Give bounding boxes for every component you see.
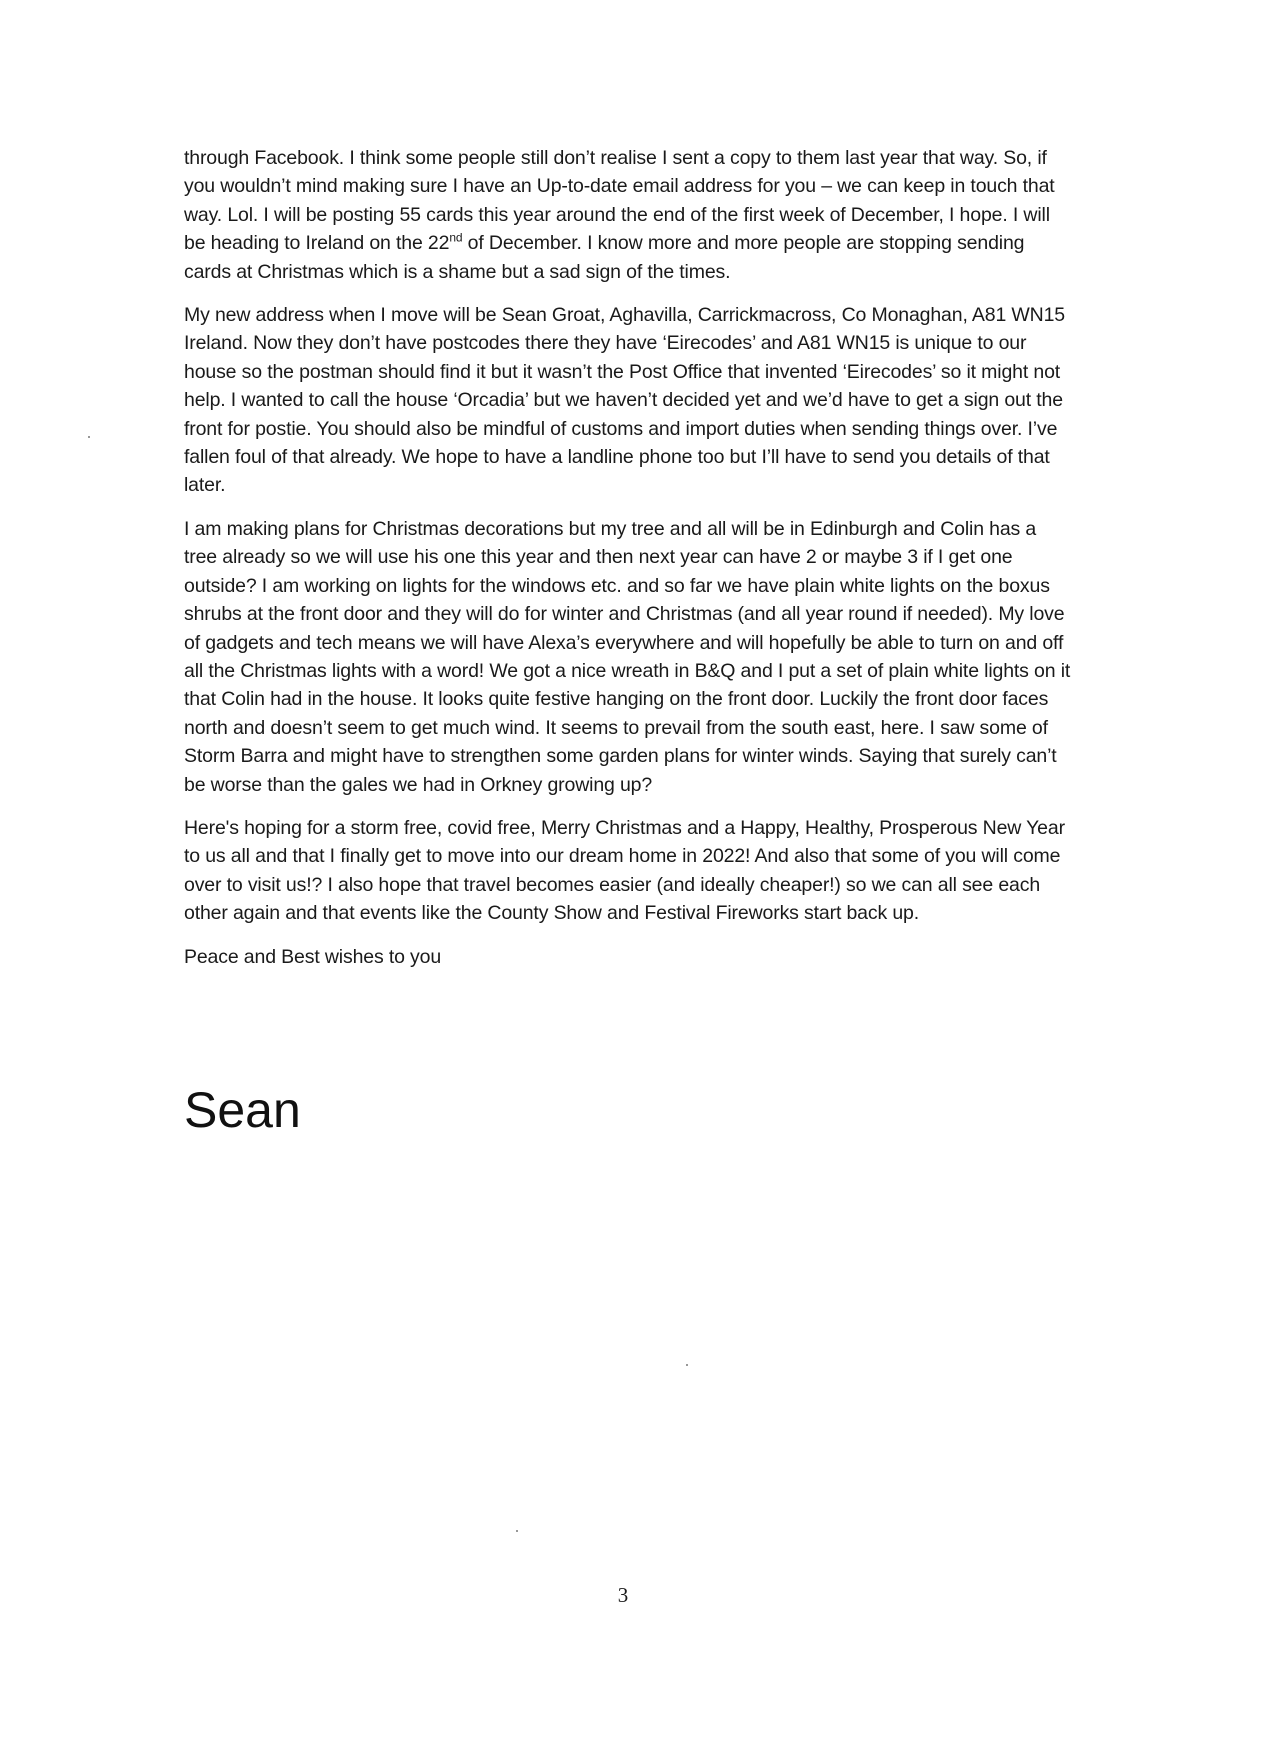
paragraph-christmas-decorations: I am making plans for Christmas decorations but my tree and all will be in Edinburgh and Colin has a tree already so we will use his one this year and then next year can have 2 or maybe 3 if I get one outside? I am working on lights for the windows etc. and so far we have plain white lights on the boxus shrubs at the front door and they will do for winter and Christmas (and all year round if needed). My love of gadgets and tech means we will have Alexa’s everywhere and will hopefully be able to turn on and off all the Christmas lights with a word! We got a nice wreath in B&Q and I put a set of plain white lights on it that Colin had in the house. It looks quite festive hanging on the front door. Luckily the front door faces north and doesn’t seem to get much wind. It seems to prevail from the south east, here. I saw some of Storm Barra and might have to strengthen some garden plans for winter winds. Saying that surely can’t be worse than the gales we had in Orkney growing up?	[184, 517, 1071, 796]
paragraph-facebook-cards-text: through Facebook. I think some people still don’t realise I sent a copy to them last year that way. So, if you wouldn’t mind making sure I have an Up-to-date email address for you – we can keep in touch that way. Lol. I will be posting 55 cards this year around the end of the first week of December, I hope. I will be heading to Ireland on the 22	[184, 147, 1055, 255]
signature: Sean	[184, 1082, 301, 1138]
scan-speck	[88, 436, 90, 438]
paragraph-new-year-wishes: Here's hoping for a storm free, covid free, Merry Christmas and a Happy, Healthy, Prosperous New Year to us all and that I finally get to move into our dream home in 2022! And also that some of you will come over to visit us!? I also hope that travel becomes easier (and ideally cheaper!) so we can all see each other again and that events like the County Show and Festival Fireworks start back up.	[184, 816, 1065, 925]
page-number: 3	[617, 1583, 629, 1607]
closing-line: Peace and Best wishes to you	[184, 945, 442, 968]
paragraph-new-address: My new address when I move will be Sean Groat, Aghavilla, Carrickmacross, Co Monaghan, A81 WN15 Ireland. Now they don’t have postcodes there they have ‘Eirecodes’ and A81 WN15 is unique to our house so the postman should find it but it wasn’t the Post Office that invented ‘Eirecodes’ so it might not help. I wanted to call the house ‘Orcadia’ but we haven’t decided yet and we’d have to get a sign out the front for postie. You should also be mindful of customs and import duties when sending things over. I’ve fallen foul of that already. We hope to have a landline phone too but I’ll have to send you details of that later.	[184, 304, 1065, 497]
ordinal-suffix: nd	[449, 230, 463, 245]
paragraph-facebook-cards	[184, 144, 1074, 286]
scan-speck	[686, 1364, 688, 1366]
letter-body	[184, 144, 1074, 971]
scan-speck	[516, 1530, 518, 1532]
paragraph-facebook-cards-tail: of December. I know more and more people are stopping sending cards at Christmas which is a shame but a sad sign of the times.	[184, 232, 1025, 283]
